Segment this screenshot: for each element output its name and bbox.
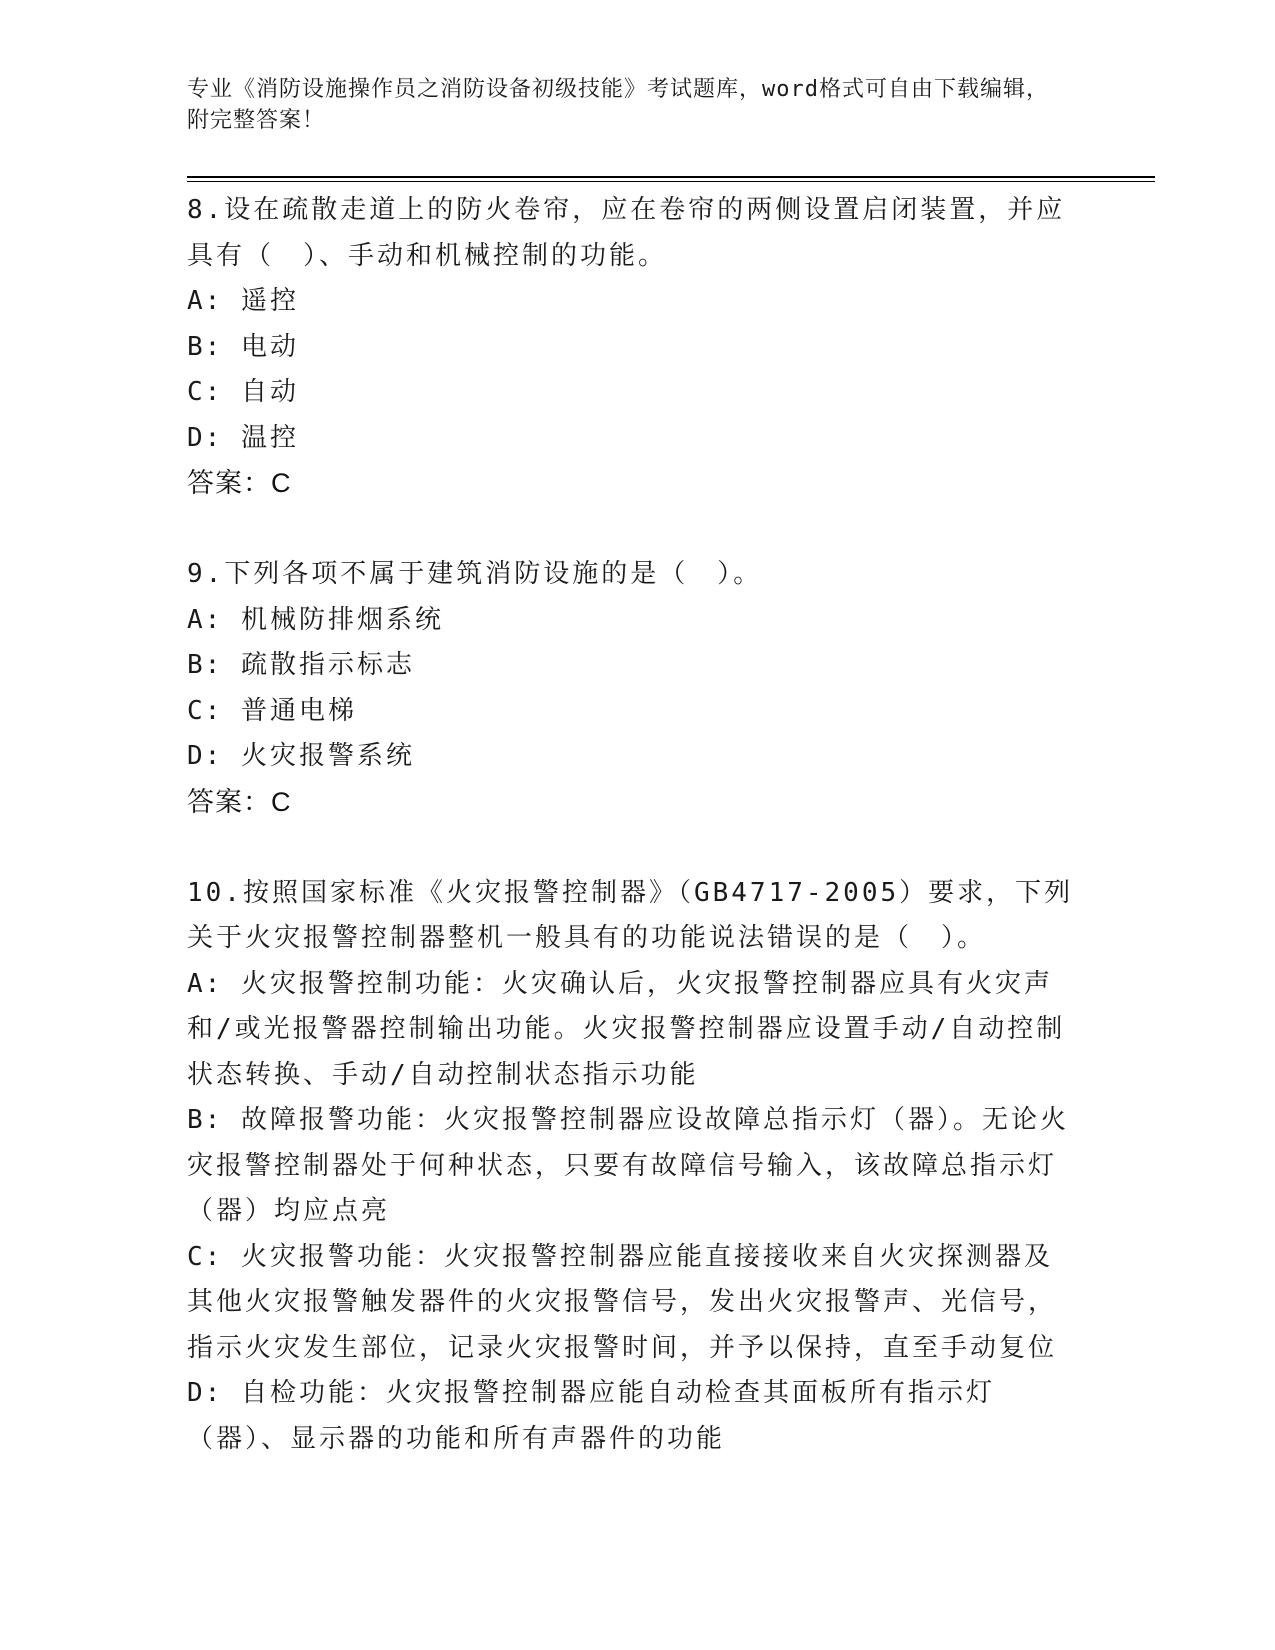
option-text: 遥控 [240, 286, 299, 316]
option-c [187, 689, 1077, 735]
option-b [187, 643, 1077, 689]
option-letter: C: [187, 695, 223, 726]
option-text: 故障报警功能：火灾报警控制器应设故障总指示灯（器）。无论火灾报警控制器处于何种状态，只要有故障信号输入，该故障总指示灯（器）均应点亮 [187, 1105, 1069, 1226]
question-8 [187, 188, 1077, 506]
option-letter: A: [187, 286, 223, 316]
option-text: 疏散指示标志 [240, 650, 415, 680]
option-text: 自动 [240, 377, 299, 407]
question-stem: 10.按照国家标准《火灾报警控制器》（GB4717-2005）要求，下列关于火灾报警控制器整机一般具有的功能说法错误的是（ ）。 [187, 877, 1074, 953]
answer-line: 答案：C [187, 468, 292, 498]
question-9 [187, 552, 1077, 825]
option-letter: B: [187, 331, 223, 362]
question-stem: 9.下列各项不属于建筑消防设施的是（ ）。 [187, 559, 763, 589]
option-letter: A: [187, 968, 223, 999]
option-a [187, 279, 1077, 325]
option-letter: C: [187, 377, 223, 407]
option-letter: D: [187, 422, 223, 453]
answer-line: 答案：C [187, 786, 292, 817]
option-c [187, 1235, 1077, 1372]
question-list [187, 188, 1077, 1508]
option-text: 自检功能：火灾报警控制器应能自动检查其面板所有指示灯（器）、显示器的功能和所有声器件的功能 [187, 1378, 995, 1454]
option-letter: D: [187, 741, 223, 771]
option-a [187, 598, 1077, 644]
option-b [187, 325, 1077, 371]
option-d [187, 1371, 1077, 1462]
option-d [187, 734, 1077, 780]
option-text: 火灾报警系统 [240, 741, 415, 771]
option-a [187, 962, 1077, 1099]
option-b [187, 1098, 1077, 1235]
option-text: 普通电梯 [240, 695, 357, 726]
header-divider-thick [187, 176, 1155, 178]
question-stem: 8.设在疏散走道上的防火卷帘，应在卷帘的两侧设置启闭装置，并应具有（ ）、手动和机械控制的功能。 [187, 195, 1066, 271]
question-10 [187, 871, 1077, 1463]
document-intro: 专业《消防设施操作员之消防设备初级技能》考试题库，word格式可自由下载编辑，附完整答案！ [187, 77, 1049, 133]
option-d [187, 416, 1077, 462]
option-letter: A: [187, 604, 223, 635]
option-letter: B: [187, 1105, 223, 1135]
option-letter: B: [187, 650, 223, 680]
option-letter: C: [187, 1241, 223, 1272]
option-letter: D: [187, 1378, 223, 1408]
option-text: 温控 [240, 422, 299, 453]
option-text: 火灾报警功能：火灾报警控制器应能直接接收来自火灾探测器及其他火灾报警触发器件的火灾报警信号，发出火灾报警声、光信号，指示火灾发生部位，记录火灾报警时间，并予以保持，直至手动复位 [187, 1241, 1058, 1363]
header-divider-thin [187, 181, 1155, 182]
option-text: 电动 [240, 331, 299, 362]
option-text: 火灾报警控制功能：火灾确认后，火灾报警控制器应具有火灾声和/或光报警器控制输出功能。火灾报警控制器应设置手动/自动控制状态转换、手动/自动控制状态指示功能 [187, 968, 1066, 1090]
option-c [187, 370, 1077, 416]
option-text: 机械防排烟系统 [240, 604, 444, 635]
